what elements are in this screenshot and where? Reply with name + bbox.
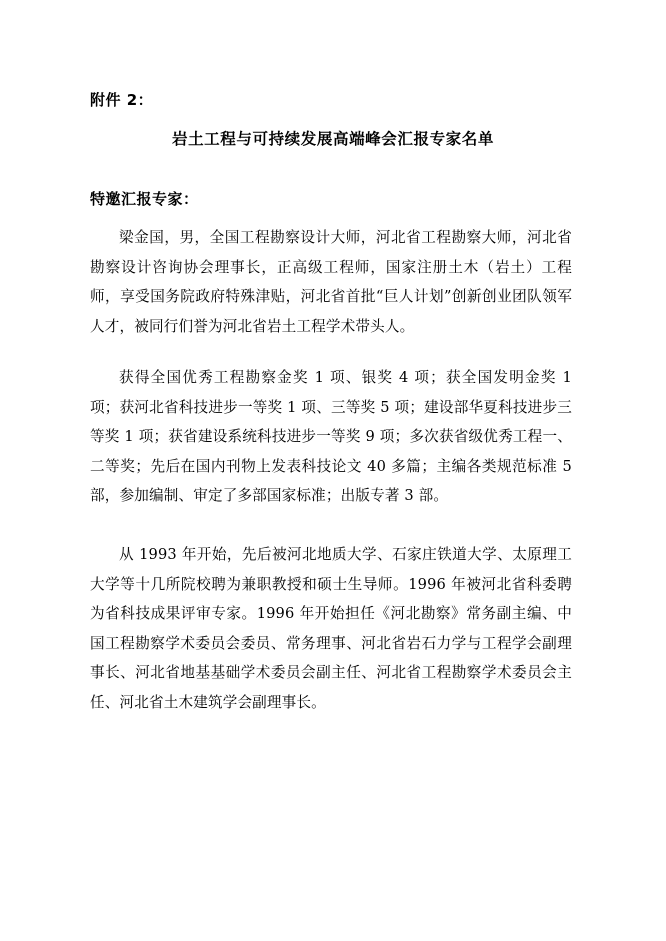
paragraph-positions: 从 1993 年开始，先后被河北地质大学、石家庄铁道大学、太原理工大学等十几所院校聘为兼职教授和硕士生导师。1996 年被河北省科委聘为省科技成果评审专家。1996 年开始担任《河北勘察》常务副主编、中国工程勘察学术委员会委员、常务理事、河北省岩石力学与工程学会副理事长、河北省地基基础学术委员会副主任、河北省工程勘察学术委员会主任、河北省土木建筑学会副理事长。: [90, 546, 572, 711]
attachment-label: 附件 2：: [90, 91, 154, 109]
section-heading: 特邀汇报专家：: [90, 190, 199, 208]
paragraph-biography: 梁金国，男，全国工程勘察设计大师，河北省工程勘察大师，河北省勘察设计咨询协会理事长，正高级工程师，国家注册土木（岩土）工程师，享受国务院政府特殊津贴，河北省首批“巨人计划”创新创业团队领军人才，被同行们誉为河北省岩土工程学术带头人。: [90, 229, 572, 335]
document-title: 岩土工程与可持续发展高端峰会汇报专家名单: [171, 130, 494, 148]
paragraph-awards: 获得全国优秀工程勘察金奖 1 项、银奖 4 项；获全国发明金奖 1 项；获河北省科技进步一等奖 1 项、三等奖 5 项；建设部华夏科技进步三等奖 1 项；获省建设系统科技进步一等奖 9 项；多次获省级优秀工程一、二等奖；先后在国内刊物上发表科技论文 40 多篇；主编各类规范标准 5 部，参加编制、审定了多部国家标准；出版专著 3 部。: [90, 369, 572, 505]
